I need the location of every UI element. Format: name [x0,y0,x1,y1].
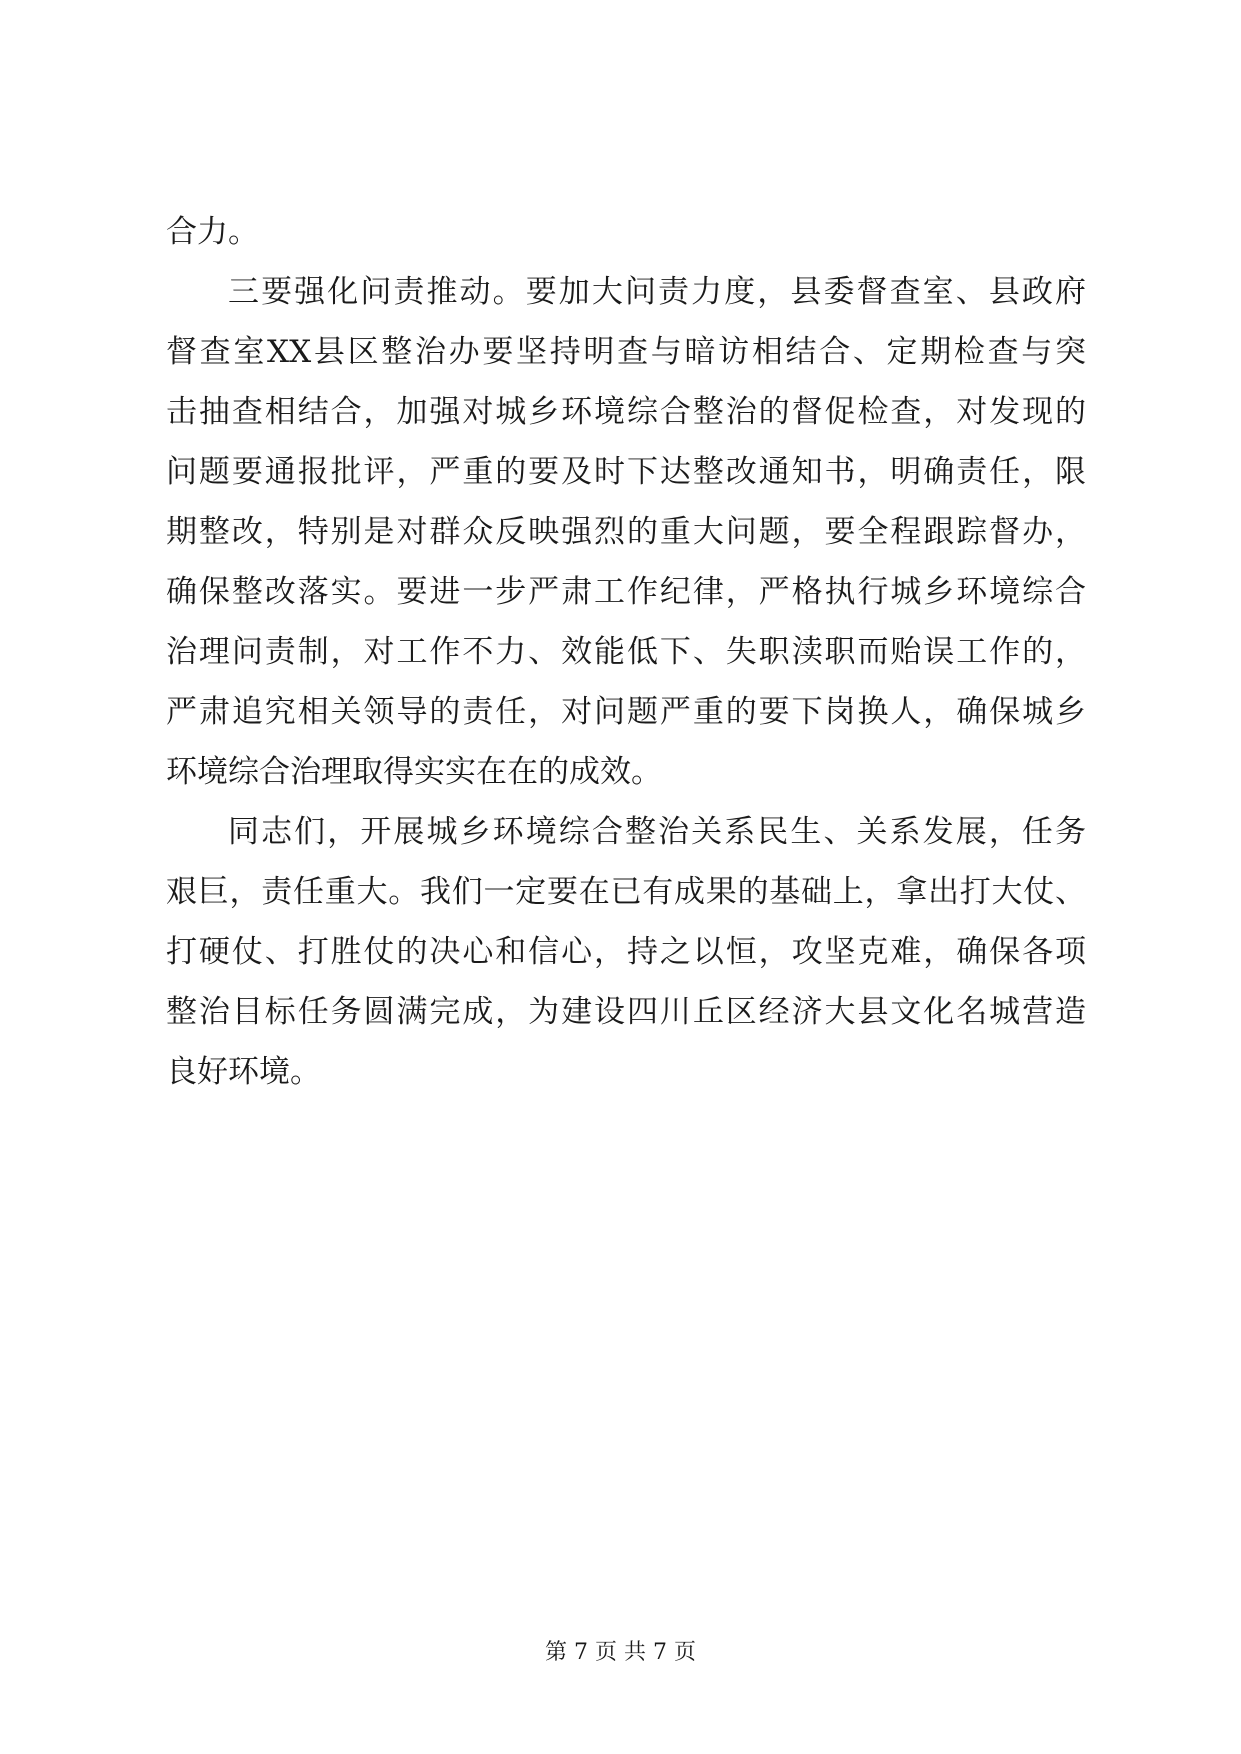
text-line: 同志们，开展城乡环境综合整治关系民生、关系发展，任务 [228,814,1086,850]
text-line: 击抽查相结合，加强对城乡环境综合整治的督促检查，对发现的 [166,394,1086,430]
text-line: 环境综合治理取得实实在在的成效。 [166,754,662,790]
text-line: 问题要通报批评，严重的要及时下达整改通知书，明确责任，限 [166,454,1086,490]
text-line: 治理问责制，对工作不力、效能低下、失职渎职而贻误工作的， [166,634,1086,670]
text-line: 督查室XX县区整治办要坚持明查与暗访相结合、定期检查与突 [166,334,1086,370]
text-line: 打硬仗、打胜仗的决心和信心，持之以恒，攻坚克难，确保各项 [166,934,1086,970]
text-line: 艰巨，责任重大。我们一定要在已有成果的基础上，拿出打大仗、 [166,874,1086,910]
page-number-footer: 第 7 页 共 7 页 [545,1640,696,1665]
text-line: 期整改，特别是对群众反映强烈的重大问题，要全程跟踪督办， [166,514,1086,550]
text-line: 整治目标任务圆满完成，为建设四川丘区经济大县文化名城营造 [166,994,1086,1030]
text-line: 严肃追究相关领导的责任，对问题严重的要下岗换人，确保城乡 [166,694,1086,730]
text-line: 三要强化问责推动。要加大问责力度，县委督查室、县政府 [228,274,1086,310]
text-line: 确保整改落实。要进一步严肃工作纪律，严格执行城乡环境综合 [166,574,1086,610]
text-line: 良好环境。 [166,1054,321,1090]
text-line: 合力。 [166,214,259,250]
